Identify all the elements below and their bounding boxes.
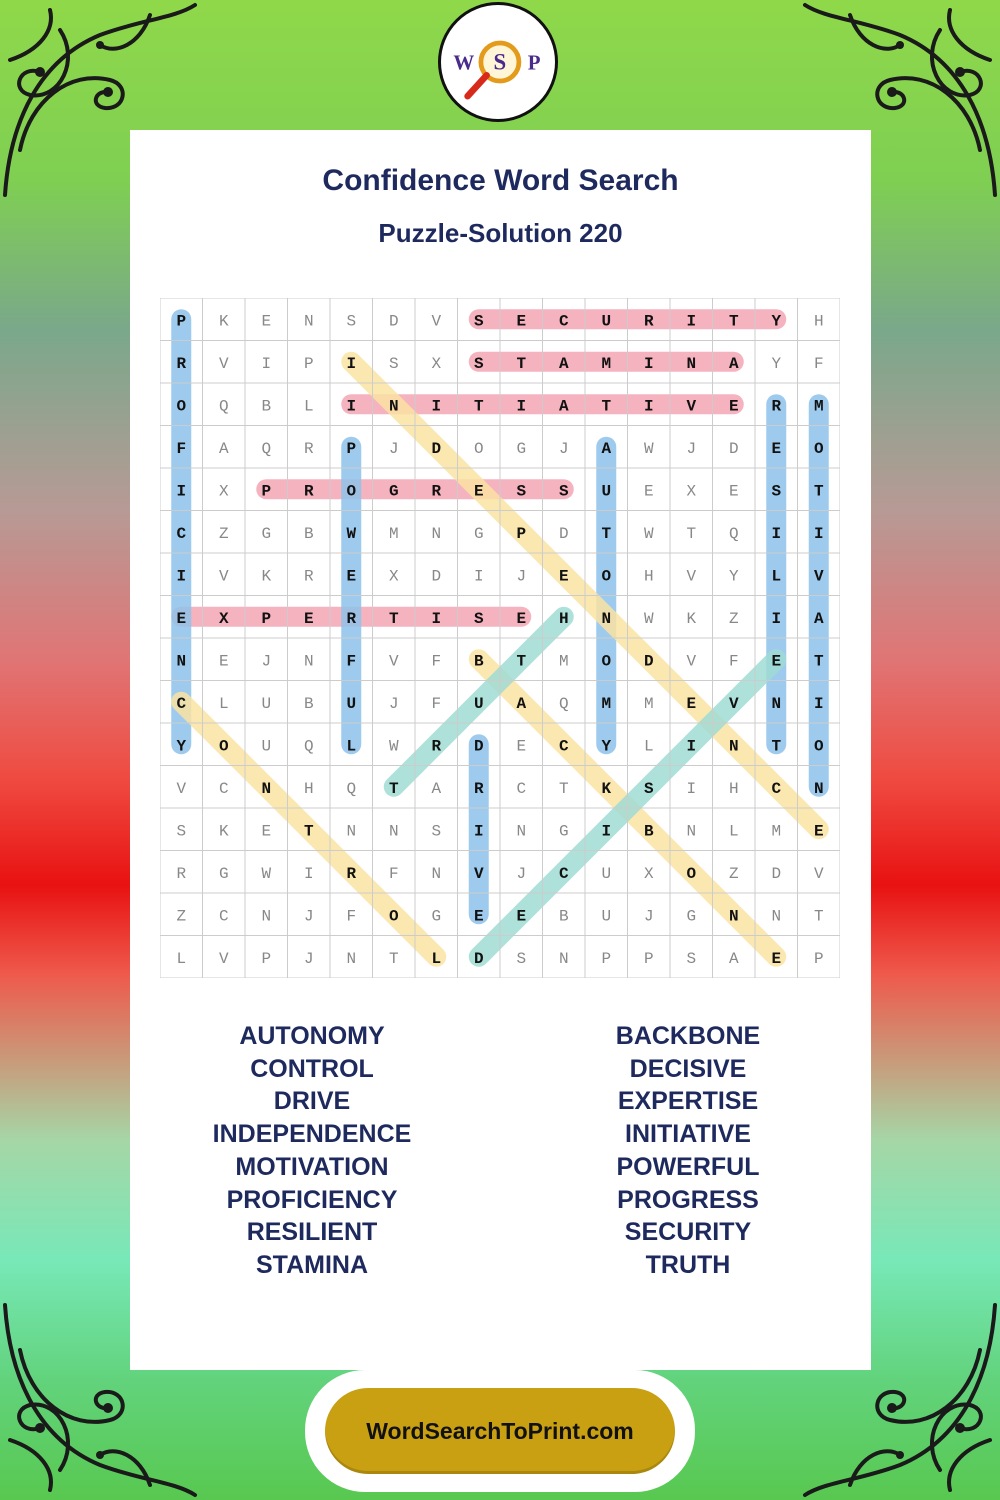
word-list-item: DECISIVE [629,1054,747,1083]
grid-cell: E [218,652,229,671]
grid-cell: Q [558,694,569,713]
grid-cell: E [516,907,527,926]
grid-cell: U [346,694,357,713]
grid-cell: F [813,354,824,373]
grid-cell: N [558,949,569,968]
grid-cell: J [516,864,527,883]
grid-cell: M [601,354,612,373]
grid-cell: V [431,312,442,331]
grid-cell: I [431,397,442,416]
grid-cell: N [303,312,314,331]
grid-cell: Y [728,567,739,586]
grid-cell: T [558,779,569,798]
grid-cell: T [813,482,824,501]
grid-cell: X [218,482,229,501]
grid-cell: A [601,439,612,458]
word-list-item: INITIATIVE [625,1120,751,1149]
grid-cell: N [176,652,187,671]
word-list-item: RESILIENT [246,1218,378,1247]
grid-cell: I [346,397,357,416]
grid-cell: E [346,567,357,586]
grid-cell: G [218,864,229,883]
grid-cell: E [686,694,697,713]
grid-cell: Y [771,312,782,331]
grid-cell: O [601,652,612,671]
grid-cell: V [176,779,187,798]
footer-pill [305,1370,695,1492]
grid-cell: T [601,397,612,416]
grid-cell: O [813,737,824,756]
grid-cell: M [771,822,782,841]
grid-cell: D [431,567,442,586]
grid-cell: Q [346,779,357,798]
grid-cell: N [813,779,824,798]
grid-cell: E [516,312,527,331]
grid-cell: A [558,397,569,416]
grid-cell: D [728,439,739,458]
grid-cell: H [303,779,314,798]
grid-cell: P [303,354,314,373]
grid-cell: T [388,779,399,798]
grid-cell: F [431,694,442,713]
grid-cell: M [643,694,654,713]
grid-cell: E [261,312,272,331]
grid-cell: N [388,822,399,841]
grid-cell: C [771,779,782,798]
grid-cell: R [303,482,314,501]
grid-cell: E [473,482,484,501]
grid-cell: X [686,482,697,501]
grid-cell: K [261,567,272,586]
grid-cell: N [261,779,272,798]
grid-cell: P [346,439,357,458]
grid-cell: Y [601,737,612,756]
grid-cell: D [643,652,654,671]
grid-cell: V [686,397,697,416]
grid-cell: I [771,609,782,628]
grid-cell: O [176,397,187,416]
grid-cell: U [261,694,272,713]
grid-cell: S [643,779,654,798]
grid-cell: L [218,694,229,713]
grid-cell: W [643,439,654,458]
grid-cell: O [218,737,229,756]
grid-cell: I [346,354,357,373]
grid-cell: I [473,822,484,841]
grid-cell: R [473,779,484,798]
grid-cell: J [643,907,654,926]
grid-cell: N [728,907,739,926]
grid-cell: L [346,737,357,756]
grid-cell: W [388,737,399,756]
grid-cell: D [558,524,569,543]
grid-cell: D [473,949,484,968]
grid-cell: O [346,482,357,501]
word-list-item: DRIVE [273,1087,351,1116]
grid-cell: P [261,609,272,628]
grid-cell: S [346,312,357,331]
grid-cell: C [558,737,569,756]
grid-cell: A [728,354,739,373]
grid-cell: T [388,949,399,968]
grid-cell: K [218,822,229,841]
grid-cell: H [728,779,739,798]
grid-cell: J [303,907,314,926]
word-list-item: AUTONOMY [239,1022,385,1050]
grid-cell: V [218,354,229,373]
grid-cell: I [813,524,824,543]
grid-cell: U [601,482,612,501]
grid-cell: N [771,907,782,926]
grid-cell: N [431,864,442,883]
grid-cell: S [771,482,782,501]
grid-cell: C [516,779,527,798]
grid-cell: F [346,652,357,671]
grid-cell: N [431,524,442,543]
grid-cell: R [176,864,187,883]
grid-cell: N [686,354,697,373]
grid-cell: O [473,439,484,458]
grid-cell: F [431,652,442,671]
grid-cell: S [473,609,484,628]
grid-cell: J [388,694,399,713]
grid-cell: P [813,949,824,968]
grid-cell: J [558,439,569,458]
logo-letter-p: P [527,50,541,75]
grid-cell: J [261,652,272,671]
grid-cell: S [516,949,527,968]
grid-cell: X [431,354,442,373]
grid-cell: V [218,567,229,586]
grid-cell: L [303,397,314,416]
logo-letter-w: W [453,50,475,75]
grid-cell: X [643,864,654,883]
grid-cell: I [516,397,527,416]
grid-cell: M [601,694,612,713]
grid-cell: C [218,779,229,798]
grid-cell: P [261,949,272,968]
grid-cell: T [813,652,824,671]
grid-cell: B [303,524,314,543]
grid-cell: A [728,949,739,968]
grid-cell: P [601,949,612,968]
grid-cell: Y [771,354,782,373]
grid-cell: H [558,609,569,628]
grid-cell: G [516,439,527,458]
grid-cell: N [686,822,697,841]
grid-cell: I [473,567,484,586]
word-list-right [538,1020,838,1282]
grid-cell: Z [728,609,739,628]
grid-cell: Z [176,907,187,926]
grid-cell: N [303,652,314,671]
grid-cell: E [728,482,739,501]
grid-cell: G [473,524,484,543]
grid-cell: E [771,949,782,968]
grid-cell: U [601,312,612,331]
word-search-grid-svg [160,298,840,978]
grid-cell: N [601,609,612,628]
grid-cell: T [388,609,399,628]
grid-cell: N [346,822,357,841]
grid-cell: I [176,567,187,586]
grid-cell: O [388,907,399,926]
grid-cell: A [218,439,229,458]
grid-cell: C [176,694,187,713]
grid-cell: C [558,864,569,883]
grid-cell: Z [728,864,739,883]
grid-cell: P [643,949,654,968]
grid-cell: J [686,439,697,458]
word-list-item: STAMINA [255,1250,369,1279]
grid-cell: B [558,907,569,926]
grid-cell: T [686,524,697,543]
grid-cell: E [303,609,314,628]
grid-cell: G [431,907,442,926]
grid-cell: P [176,312,187,331]
grid-cell: B [643,822,654,841]
grid-cell: Q [261,439,272,458]
grid-cell: C [218,907,229,926]
grid-cell: M [813,397,824,416]
grid-cell: N [388,397,399,416]
page-subtitle: Puzzle-Solution 220 [378,218,623,248]
grid-cell: W [643,524,654,543]
grid-cell: N [771,694,782,713]
grid-cell: T [601,524,612,543]
grid-cell: U [601,907,612,926]
grid-cell: S [473,312,484,331]
grid-cell: L [643,737,654,756]
grid-cell: P [516,524,527,543]
grid-cell: V [218,949,229,968]
grid-cell: E [558,567,569,586]
word-list-item: PROFICIENCY [226,1185,398,1214]
grid-cell: T [516,354,527,373]
grid-cell: T [771,737,782,756]
grid-cell: E [771,439,782,458]
grid-cell: I [771,524,782,543]
grid-cell: V [813,864,824,883]
grid-cell: T [728,312,739,331]
grid-cell: N [346,949,357,968]
grid-cell: R [431,737,442,756]
grid-cell: G [558,822,569,841]
grid-cell: Z [218,524,229,543]
grid-cell: F [388,864,399,883]
grid-cell: W [643,609,654,628]
grid-cell: E [516,737,527,756]
grid-cell: H [643,567,654,586]
grid-cell: C [558,312,569,331]
grid-cell: J [303,949,314,968]
grid-cell: Q [218,397,229,416]
grid-cell: R [176,354,187,373]
grid-cell: H [813,312,824,331]
word-list-item: BACKBONE [615,1022,761,1050]
grid-cell: X [388,567,399,586]
grid-cell: V [388,652,399,671]
grid-cell: S [686,949,697,968]
grid-cell: R [771,397,782,416]
grid-cell: L [728,822,739,841]
word-list-item: POWERFUL [616,1152,760,1181]
grid-cell: I [643,354,654,373]
grid-cell: U [473,694,484,713]
grid-cell: L [771,567,782,586]
grid-cell: J [516,567,527,586]
grid-cell: F [346,907,357,926]
grid-cell: E [473,907,484,926]
grid-cell: A [813,609,824,628]
grid-cell: T [813,907,824,926]
grid-cell: O [686,864,697,883]
grid-cell: M [558,652,569,671]
grid-cell: J [388,439,399,458]
grid-cell: V [813,567,824,586]
grid-cell: E [643,482,654,501]
grid-cell: I [176,482,187,501]
grid-cell: L [431,949,442,968]
page-title: Confidence Word Search [322,164,679,197]
grid-cell: N [516,822,527,841]
grid-cell: E [261,822,272,841]
grid-cell: F [176,439,187,458]
grid-cell: S [431,822,442,841]
grid-cell: A [516,694,527,713]
word-list-left [162,1020,462,1282]
grid-cell: E [176,609,187,628]
grid-cell: U [261,737,272,756]
grid-cell: I [686,779,697,798]
word-list-item: SECURITY [624,1218,752,1247]
grid-cell: X [218,609,229,628]
puzzle-panel [130,130,871,1370]
grid-cell: T [303,822,314,841]
grid-cell: R [643,312,654,331]
grid-cell: O [813,439,824,458]
grid-cell: M [388,524,399,543]
grid-cell: K [601,779,612,798]
grid-cell: S [516,482,527,501]
grid-cell: T [473,397,484,416]
wsp-logo [438,2,558,122]
grid-cell: I [813,694,824,713]
grid-cell: G [686,907,697,926]
word-search-grid [160,298,840,978]
grid-cell: A [431,779,442,798]
grid-cell: Q [303,737,314,756]
grid-cell: R [303,567,314,586]
word-list-item: INDEPENDENCE [212,1120,412,1149]
grid-cell: W [261,864,272,883]
grid-cell: G [388,482,399,501]
grid-cell: R [303,439,314,458]
grid-cell: D [473,737,484,756]
grid-cell: F [728,652,739,671]
grid-cell: B [303,694,314,713]
grid-cell: V [473,864,484,883]
grid-cell: I [686,312,697,331]
grid-cell: W [346,524,357,543]
grid-cell: D [388,312,399,331]
grid-cell: G [261,524,272,543]
grid-cell: D [771,864,782,883]
grid-cell: I [643,397,654,416]
grid-cell: I [601,822,612,841]
word-list-item: MOTIVATION [235,1152,389,1181]
grid-cell: R [346,864,357,883]
word-list-item: EXPERTISE [617,1087,759,1116]
grid-cell: S [473,354,484,373]
grid-cell: A [558,354,569,373]
grid-cell: N [261,907,272,926]
grid-cell: E [813,822,824,841]
grid-cell: E [728,397,739,416]
site-link-button[interactable]: WordSearchToPrint.com [325,1388,675,1474]
grid-cell: E [771,652,782,671]
grid-cell: Y [176,737,187,756]
grid-cell: I [261,354,272,373]
grid-cell: I [431,609,442,628]
grid-cell: S [558,482,569,501]
grid-cell: V [686,567,697,586]
grid-cell: I [303,864,314,883]
grid-cell: U [601,864,612,883]
grid-cell: L [176,949,187,968]
grid-cell: B [261,397,272,416]
grid-cell: N [728,737,739,756]
grid-cell: R [431,482,442,501]
grid-cell: K [686,609,697,628]
grid-cell: V [686,652,697,671]
grid-cell: T [516,652,527,671]
grid-cell: E [516,609,527,628]
logo-letter-s: S [493,49,507,75]
grid-cell: K [218,312,229,331]
grid-cell: C [176,524,187,543]
grid-cell: B [473,652,484,671]
grid-cell: I [686,737,697,756]
word-list-item: PROGRESS [617,1185,759,1214]
grid-cell: D [431,439,442,458]
word-list-item: TRUTH [645,1250,731,1279]
grid-cell: V [728,694,739,713]
grid-cell: P [261,482,272,501]
grid-cell: O [601,567,612,586]
grid-cell: S [388,354,399,373]
grid-cell: R [346,609,357,628]
word-list-item: CONTROL [250,1054,374,1083]
grid-cell: Q [728,524,739,543]
grid-cell: S [176,822,187,841]
